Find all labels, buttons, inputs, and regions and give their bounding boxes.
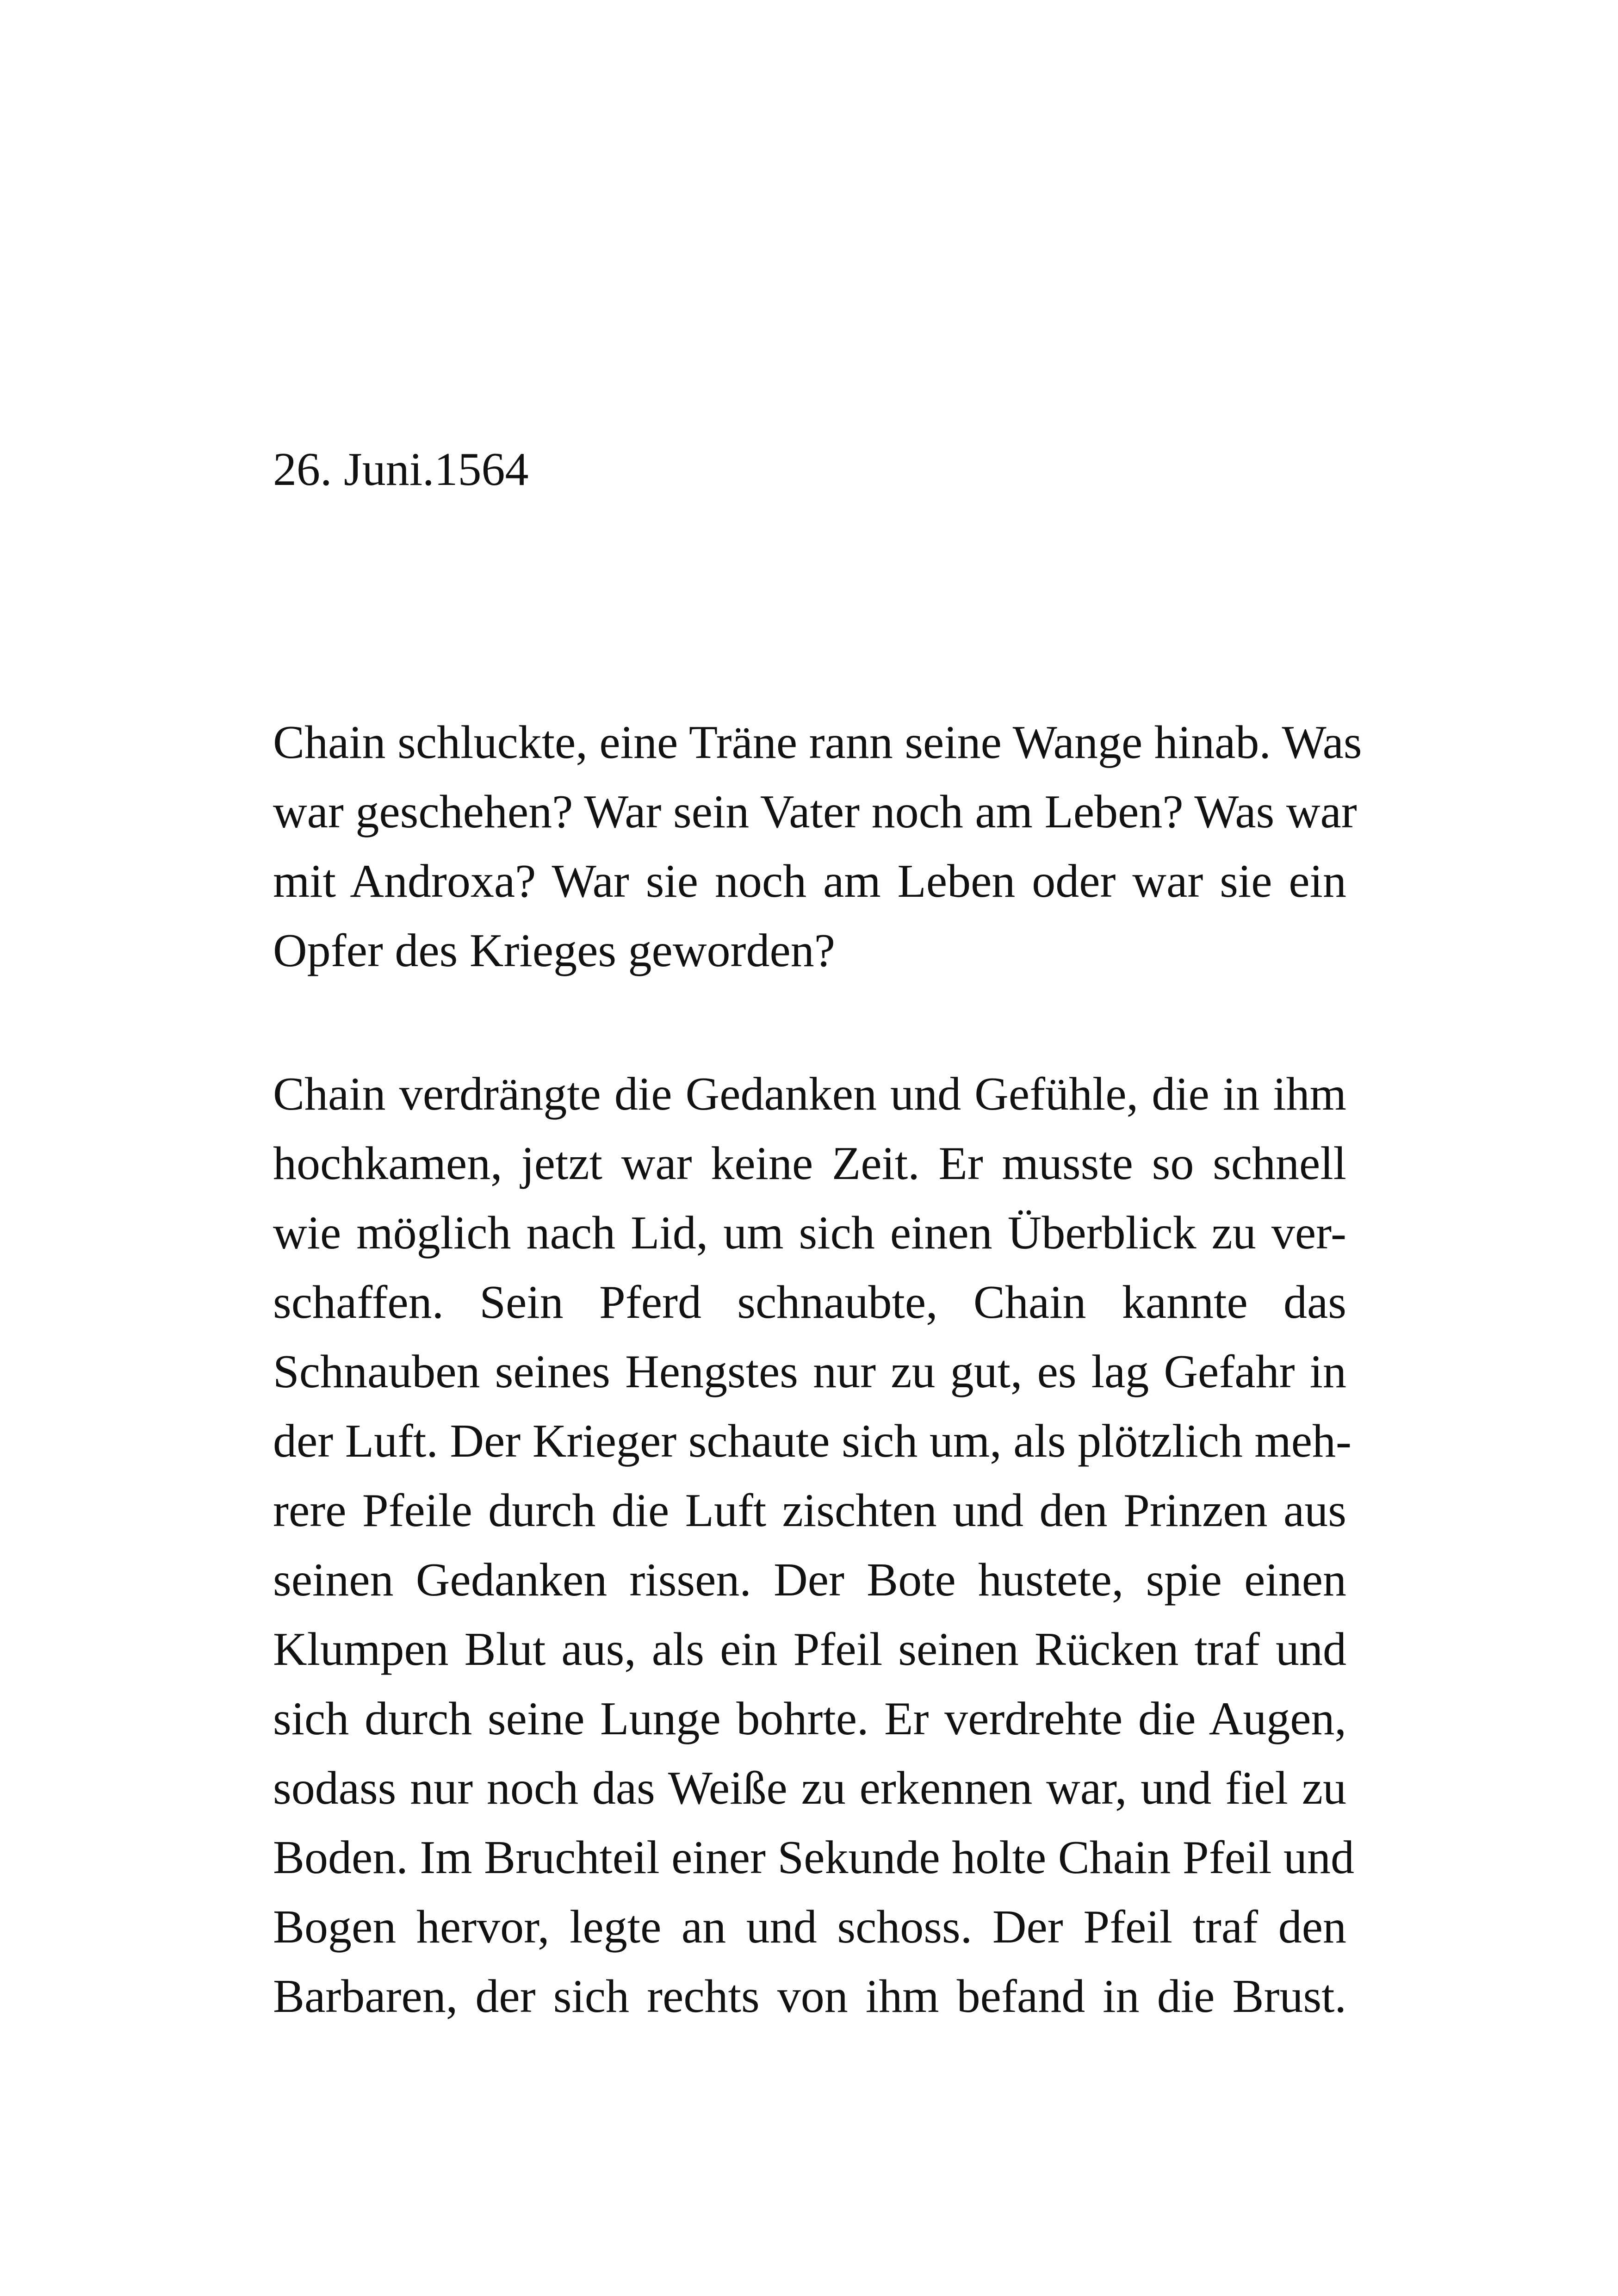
- text-line: war geschehen? War sein Vater noch am Leben? Was war: [273, 786, 1357, 838]
- text-line: sodass nur noch das Weiße zu erkennen war, und fiel zu: [273, 1762, 1346, 1814]
- paragraph-1: [273, 708, 1362, 986]
- text-line: rere Pfeile durch die Luft zischten und den Prinzen aus: [273, 1484, 1346, 1537]
- text-line: Klumpen Blut aus, als ein Pfeil seinen Rücken traf und: [273, 1623, 1346, 1675]
- text-line: Chain verdrängte die Gedanken und Gefühle, die in ihm: [273, 1068, 1346, 1120]
- text-line: sich durch seine Lunge bohrte. Er verdrehte die Augen,: [273, 1693, 1346, 1745]
- text-line: der Luft. Der Krieger schaute sich um, als plötzlich meh-: [273, 1415, 1352, 1467]
- text-line: Bogen hervor, legte an und schoss. Der Pfeil traf den: [273, 1901, 1346, 1953]
- paragraph-2: [273, 1060, 1355, 2031]
- text-line: Boden. Im Bruchteil einer Sekunde holte Chain Pfeil und: [273, 1831, 1355, 1884]
- date-heading: 26. Juni.1564: [273, 443, 529, 496]
- text-line: wie möglich nach Lid, um sich einen Überblick zu ver-: [273, 1207, 1346, 1259]
- text-line: Schnauben seines Hengstes nur zu gut, es lag Gefahr in: [273, 1346, 1346, 1398]
- text-line: schaffen. Sein Pferd schnaubte, Chain kannte das: [273, 1276, 1346, 1328]
- text-line: seinen Gedanken rissen. Der Bote hustete, spie einen: [273, 1554, 1346, 1606]
- text-line: Chain schluckte, eine Träne rann seine Wange hinab. Was: [273, 716, 1362, 769]
- text-line: mit Androxa? War sie noch am Leben oder war sie ein: [273, 855, 1346, 907]
- text-line: hochkamen, jetzt war keine Zeit. Er musste so schnell: [273, 1137, 1346, 1190]
- text-line: Opfer des Krieges geworden?: [273, 925, 835, 977]
- text-line: Barbaren, der sich rechts von ihm befand in die Brust.: [273, 1970, 1346, 2023]
